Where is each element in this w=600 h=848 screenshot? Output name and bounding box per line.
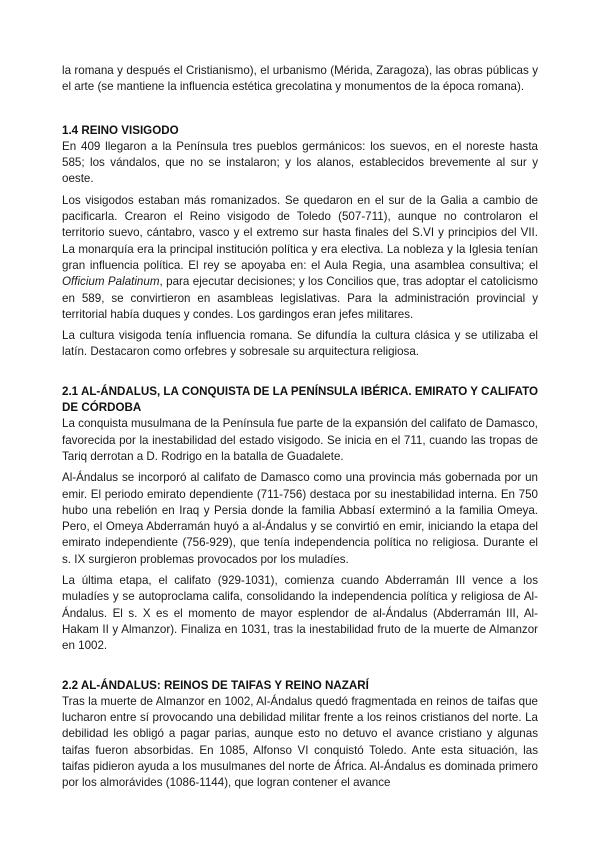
section-2-1-paragraph-3: La última etapa, el califato (929-1031), comienza cuando Abderramán III vence a los muladíes y se autoproclama califa, consolidando la independencia política y religiosa de Al-Ándalus. El s. X es el momento de mayor esplendor de al-Ándalus (Abderramán III, Al-Hakam II y Almanzor). Finaliza en 1031, tras la inestabilidad fruto de la muerte de Almanzor en 1002. <box>62 574 538 653</box>
section-2-2-heading: 2.2 AL-ÁNDALUS: REINOS DE TAIFAS Y REINO NAZARÍ <box>62 678 369 692</box>
paragraph-text: Los visigodos estaban más romanizados. Se quedaron en el sur de la Galia a cambio de pacificarla. Crearon el Reino visigodo de Toledo (507-711), aunque no controlaron el territorio suevo, cántabro, vasco y el extremo sur hasta finales del S.VI y principios del VII. La monarquía era la principal institución política y era electiva. La nobleza y la Iglesia tenían gran influencia política. El rey se apoyaba en: el Aula Regia, una asamblea consultiva; el <box>62 193 538 272</box>
section-1-4-paragraph-1: En 409 llegaron a la Península tres pueblos germánicos: los suevos, en el noreste hasta 585; los vándalos, que no se instalaron; y los alanos, establecidos brevemente al sur y oeste. <box>62 139 538 186</box>
section-1-4-paragraph-3: La cultura visigoda tenía influencia romana. Se difundía la cultura clásica y se utilizaba el latín. Destacaron como orfebres y sobresale su arquitectura religiosa. <box>62 329 538 359</box>
document-page <box>62 63 538 797</box>
intro-paragraph: la romana y después el Cristianismo), el urbanismo (Mérida, Zaragoza), las obras públicas y el arte (se mantiene la influencia estética grecolatina y monumentos de la época romana). <box>62 64 538 94</box>
section-2-1-heading: 2.1 AL-ÁNDALUS, LA CONQUISTA DE LA PENÍNSULA IBÉRICA. EMIRATO Y CALIFATO DE CÓRDOBA <box>62 384 538 415</box>
section-1-4-paragraph-2 <box>62 193 538 323</box>
paragraph-text: , para ejecutar decisiones; y los Concilios que, tras adoptar el catolicismo en 589, se convirtieron en asambleas legislativas. Para la administración provincial y territorial había duques y condes. Los gardingos eran jefes militares. <box>62 275 539 321</box>
section-2-2-paragraph-1: Tras la muerte de Almanzor en 1002, Al-Ándalus quedó fragmentada en reinos de taifas que lucharon entre sí provocando una debilidad militar frente a los reinos cristianos del norte. La debilidad les obligó a pagar parias, aunque esto no detuvo el avance cristiano y algunas taifas fueron absorbidas. En 1085, Alfonso VI conquistó Toledo. Ante esta situación, las taifas pidieron ayuda a los musulmanes del norte de África. Al-Ándalus es dominada primero por los almorávides (1086-1144), que logran contener el avance <box>62 694 538 790</box>
section-2-1-paragraph-2: Al-Ándalus se incorporó al califato de Damasco como una provincia más gobernada por un emir. El periodo emirato dependiente (711-756) destaca por su inestabilidad interna. En 750 hubo una rebelión en Iraq y Persia donde la familia Abbasí exterminó a la familia Omeya. Pero, el Omeya Abderramán huyó a al-Ándalus y se convirtió en emir, iniciando la etapa del emirato independiente (756-929), que tenía independencia política no religiosa. Durante el s. IX surgieron problemas provocados por los muladíes. <box>62 471 538 566</box>
section-2-1-paragraph-1: La conquista musulmana de la Península fue parte de la expansión del califato de Damasco, favorecida por la inestabilidad del estado visigodo. Se inicia en el 711, cuando las tropas de Tariq derrotan a D. Rodrigo en la batalla de Guadalete. <box>62 417 538 463</box>
officium-palatinum-term: Officium Palatinum <box>62 275 160 289</box>
section-1-4-heading: 1.4 REINO VISIGODO <box>62 123 179 137</box>
